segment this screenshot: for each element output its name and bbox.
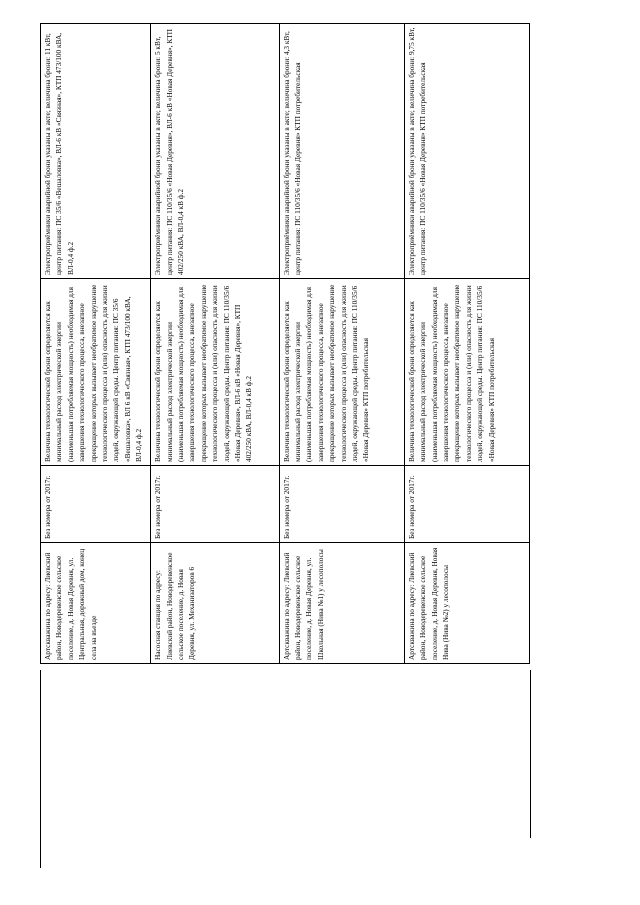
address-cell: Артскважина по адресу: Лиевский район, Новодеревенское сельское поселение, д. Новая Деревня, Новая Нива (Нива №2) у лесополосы: [404, 543, 529, 664]
rotated-document-page: [40, 27, 530, 868]
address-cell: Артскважина по адресу: Лиевский район, Новодеревенское сельское поселение, д. Новая Деревня, ул. Школьная (Нива №1) у лесополосы: [279, 543, 404, 664]
document-number-cell: Без номера от 2017г.: [151, 466, 279, 543]
empty-cell: [151, 664, 279, 869]
table-row: [404, 24, 529, 869]
reserve-table: [40, 23, 530, 868]
empty-cell: [41, 664, 151, 869]
address-cell: Артскважина по адресу: Лиевский район, Новодеревенское сельское поселение, д. Новая Деревня, ул. Центральная, дорожный дом, конец села на въезде: [41, 543, 151, 664]
empty-cell: [279, 664, 404, 869]
emergency-reserve-cell: Электроприёмники аварийной брони указаны в акте; величина брони: 9,75 кВт, центр питания: ПС 110/35/6 «Новая Деревня» КТП потребительская: [404, 24, 529, 279]
emergency-reserve-cell: Электроприёмники аварийной брони указаны в акте; величина брони: 5 кВт, центр питания: ПС 110/35/6 «Новая Деревня», ВЛ-6 кВ «Новая Деревня», КТП 402/250 кВА, ВЛ-0,4 кВ ф.2: [151, 24, 279, 279]
document-number-cell: Без номера от 2017г.: [279, 466, 404, 543]
table-border-line: [530, 670, 531, 838]
table-row: [41, 24, 151, 869]
technological-reserve-cell: Величина технологической брони определяется как минимальный расход электрической энергии (наименьшая потребляемая мощность) необходимая для завершения технологического процесса, внезапное прекращение которых вызывает необратимое нарушение технологического процесса и (или) опасность для жизни людей, окружающей среды. Центр питания: ПС 110/35/6 «Новая Деревня» КТП потребительская: [404, 279, 529, 466]
table-border-line: [40, 670, 41, 868]
document-number-cell: Без номера от 2017г.: [41, 466, 151, 543]
table-row: [151, 24, 279, 869]
emergency-reserve-cell: Электроприёмники аварийной брони указаны в акте; величина брони: 4,3 кВт, центр питания: ПС 110/35/6 «Новая Деревня» КТП потребительская: [279, 24, 404, 279]
technological-reserve-cell: Величина технологической брони определяется как минимальный расход электрической энергии (наименьшая потребляемая мощность) необходимая для завершения технологического процесса, внезапное прекращение которых вызывает необратимое нарушение технологического процесса и (или) опасность для жизни людей, окружающей среды. Центр питания: ПС 35/6 «Вешаловка», ВЛ 6 кВ «Связная», КТП 473/100 кВА, ВЛ-0,4 ф.2: [41, 279, 151, 466]
technological-reserve-cell: Величина технологической брони определяется как минимальный расход электрической энергии (наименьшая потребляемая мощность) необходимая для завершения технологического процесса, внезапное прекращение которых вызывает необратимое нарушение технологического процесса и (или) опасность для жизни людей, окружающей среды. Центр питания: ПС 110/35/6 «Новая Деревня», ВЛ-6 кВ «Новая Деревня», КТП 402/250 кВА, ВЛ-0,4 кВ ф.2: [151, 279, 279, 466]
address-cell: Насосная станция по адресу: Лиевский район, Новодеревенское сельское поселение, д. Новая Деревня, ул. Механизаторов 6: [151, 543, 279, 664]
technological-reserve-cell: Величина технологической брони определяется как минимальный расход электрической энергии (наименьшая потребляемая мощность) необходимая для завершения технологического процесса, внезапное прекращение которых вызывает необратимое нарушение технологического процесса и (или) опасность для жизни людей, окружающей среды. Центр питания: ПС 110/35/6 «Новая Деревня» КТП потребительская: [279, 279, 404, 466]
table-row: [279, 24, 404, 869]
emergency-reserve-cell: Электроприёмники аварийной брони указаны в акте; величина брони: 11 кВт, центр питания: ПС 35/6 «Вешаловка», ВЛ-6 кВ «Связная», КТП 473/100 кВА, ВЛ-0,4 ф.2: [41, 24, 151, 279]
empty-cell: [404, 664, 529, 869]
document-number-cell: Без номера от 2017г.: [404, 466, 529, 543]
